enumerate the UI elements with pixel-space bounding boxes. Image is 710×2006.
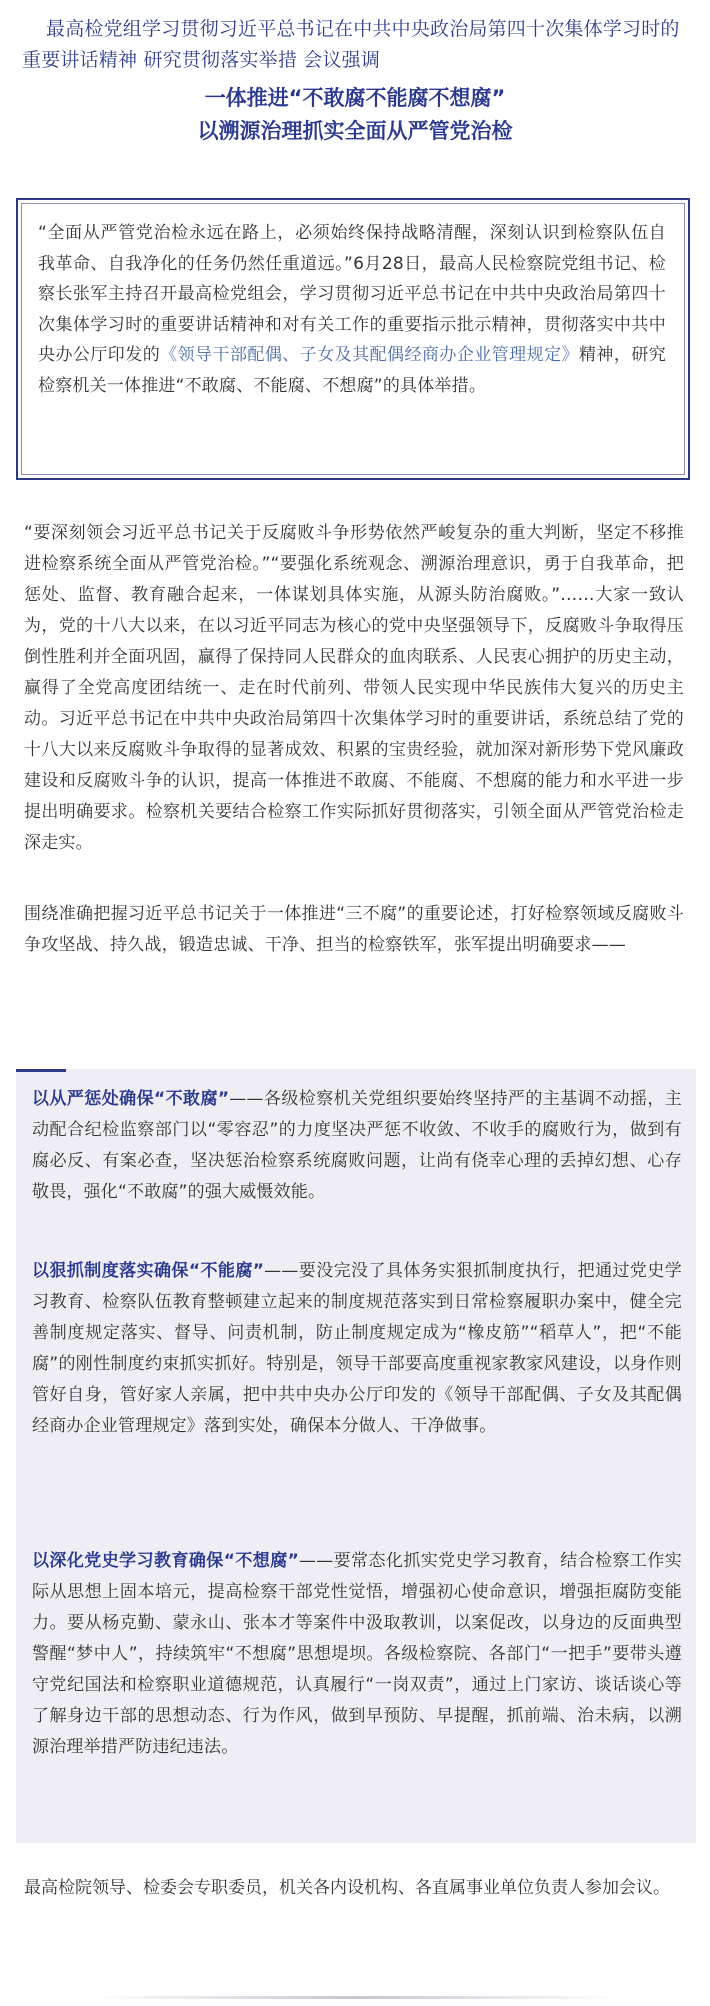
body-paragraph-1: “要深刻领会习近平总书记关于反腐败斗争形势依然严峻复杂的重大判断，坚定不移推进检察系统全面从严管党治检。”“要强化系统观念、溯源治理意识，勇于自我革命，把惩处、监督、教育融合起来，一体谋划具体实施，从源头防治腐败。”……大家一致认为，党的十八大以来，在以习近平同志为核心的党中央坚强领导下，反腐败斗争取得压倒性胜利并全面巩固，赢得了保持同人民群众的血肉联系、人民衷心拥护的历史主动，赢得了全党高度团结统一、走在时代前列、带领人民实现中华民族伟大复兴的历史主动。习近平总书记在中共中央政治局第四十次集体学习时的重要讲话，系统总结了党的十八大以来反腐败斗争取得的显著成效、积累的宝贵经验，就加深对新形势下党风廉政建设和反腐败斗争的认识，提高一体推进不敢腐、不能腐、不想腐的能力和水平进一步提出明确要求。检察机关要结合检察工作实际抓好贯彻落实，引领全面从严管党治检走深走实。 [24, 523, 684, 853]
requirement-lead-2: 以狠抓制度落实确保“不能腐” [32, 1261, 265, 1281]
requirements-panel [16, 1069, 696, 1843]
bottom-divider [90, 1996, 620, 1999]
panel-accent-bar [16, 1069, 66, 1072]
requirement-text-1: ——各级检察机关党组织要始终坚持严的主基调不动摇，主动配合纪检监察部门以“零容忍”的力度坚决严惩不收敛、不收手的腐败行为，做到有腐必反、有案必查，坚决惩治检察系统腐败问题，让尚有侥幸心理的丢掉幻想、心存敬畏，强化“不敢腐”的强大威慑效能。 [32, 1089, 682, 1202]
body-paragraph-2: 围绕准确把握习近平总书记关于一体推进“三不腐”的重要论述，打好检察领域反腐败斗争攻坚战、持久战，锻造忠诚、干净、担当的检察铁军，张军提出明确要求—— [24, 904, 684, 955]
article-subtitle: 最高检党组学习贯彻习近平总书记在中共中央政治局第四十次集体学习时的重要讲话精神 研究贯彻落实举措 会议强调 [22, 18, 680, 71]
quote-text-after: 精神，研究检察机关一体推进“不敢腐、不能腐、不想腐”的具体举措。 [38, 345, 666, 396]
lead-quote-box [16, 198, 690, 480]
lead-quote-text [38, 218, 666, 401]
quote-text-before: “全面从严管党治检永远在路上，必须始终保持战略清醒，深刻认识到检察队伍自我革命、自我净化的任务仍然任重道远。”6月28日，最高人民检察院党组书记、检察长张军主持召开最高检党组会，学习贯彻习近平总书记在中共中央政治局第四十次集体学习时的重要讲话精神和对有关工作的重要指示批示精神，贯彻落实中共中央办公厅印发的 [38, 223, 666, 365]
title-line-1: 一体推进“不敢腐不能腐不想腐” [204, 86, 506, 110]
regulation-link[interactable]: 《领导干部配偶、子女及其配偶经商办企业管理规定》 [160, 345, 579, 365]
closing-paragraph: 最高检院领导、检委会专职委员，机关各内设机构、各直属事业单位负责人参加会议。 [24, 1878, 670, 1898]
requirement-item-3 [32, 1546, 682, 1763]
requirement-item-1 [32, 1084, 682, 1208]
requirement-text-3: ——要常态化抓实党史学习教育，结合检察工作实际从思想上固本培元，提高检察干部党性觉悟，增强初心使命意识，增强拒腐防变能力。要从杨克勤、蒙永山、张本才等案件中汲取教训，以案促改，以身边的反面典型警醒“梦中人”，持续筑牢“不想腐”思想堤坝。各级检察院、各部门“一把手”要带头遵守党纪国法和检察职业道德规范，认真履行“一岗双责”，通过上门家访、谈话谈心等了解身边干部的思想动态、行为作风，做到早预防、早提醒，抓前端、治未病，以溯源治理举措严防违纪违法。 [32, 1551, 682, 1757]
lead-quote-inner [21, 203, 685, 475]
requirement-text-2: ——要没完没了具体务实狠抓制度执行，把通过党史学习教育、检察队伍教育整顿建立起来的制度规范落实到日常检察履职办案中，健全完善制度规定落实、督导、问责机制，防止制度规定成为“橡皮筋”“稻草人”，把“不能腐”的刚性制度约束抓实抓好。特别是，领导干部要高度重视家教家风建设，以身作则管好自身，管好家人亲属，把中共中央办公厅印发的《领导干部配偶、子女及其配偶经商办企业管理规定》落到实处，确保本分做人、干净做事。 [32, 1261, 682, 1436]
article-title [0, 82, 710, 148]
requirement-lead-3: 以深化党史学习教育确保“不想腐” [32, 1551, 299, 1571]
requirement-lead-1: 以从严惩处确保“不敢腐” [32, 1089, 230, 1109]
requirement-item-2 [32, 1256, 682, 1442]
title-line-2: 以溯源治理抓实全面从严管党治检 [197, 119, 513, 143]
